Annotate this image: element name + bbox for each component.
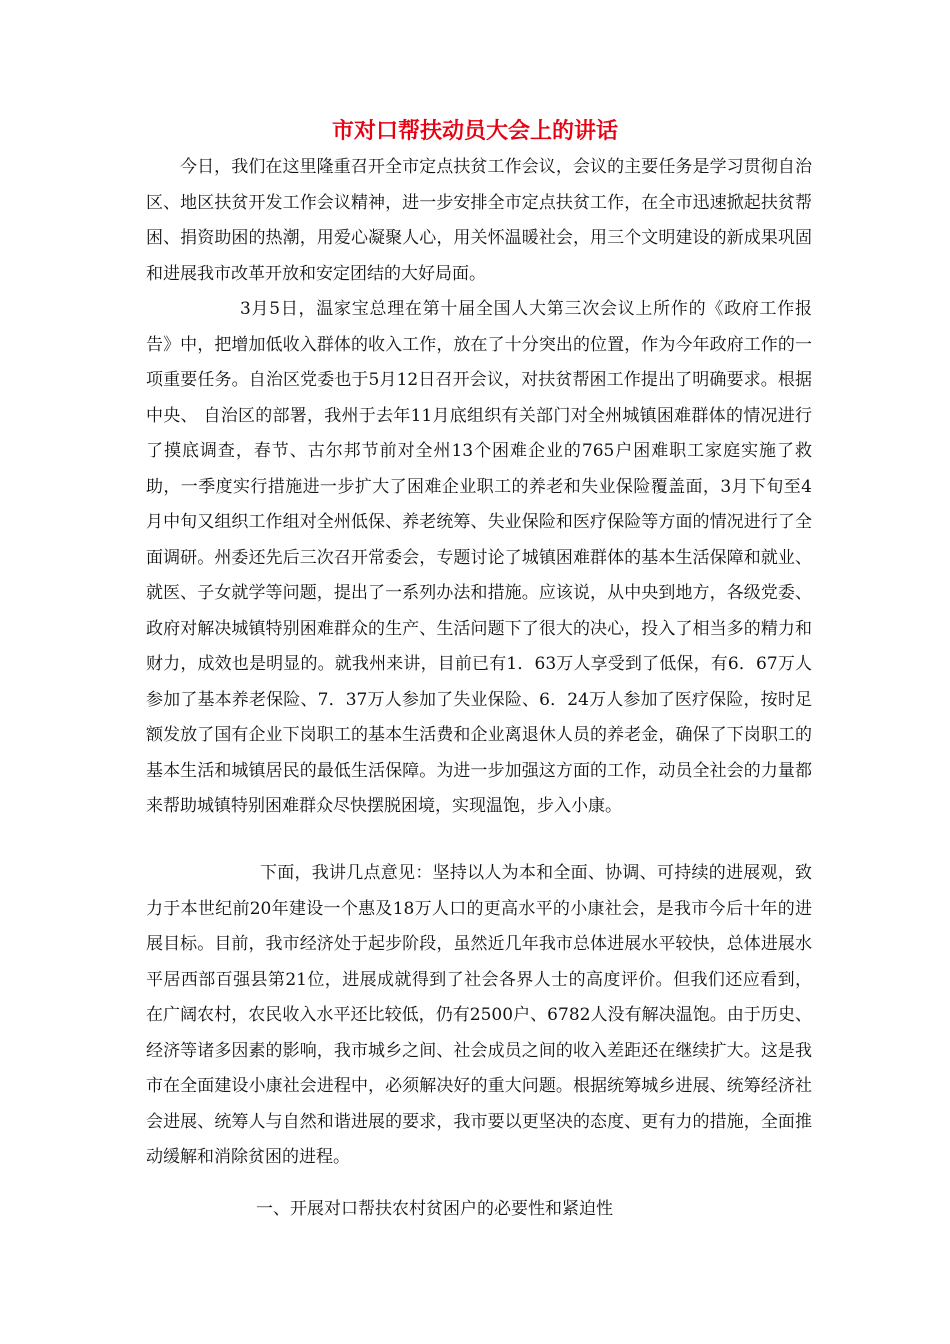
paragraph-2: 3月5日，温家宝总理在第十届全国人大第三次会议上所作的《政府工作报告》中，把增加低收入群体的收入工作，放在了十分突出的位置，作为今年政府工作的一项重要任务。自治区党委也于5月12日召开会议，对扶贫帮困工作提出了明确要求。根据中央、 自治区的部署，我州于去年11月底组织有关部门对全州城镇困难群体的情况进行了摸底调查，春节、古尔邦节前对全州13个困难企业的765户困难职工家庭实施了救助，一季度实行措施进一步扩大了困难企业职工的养老和失业保险覆盖面，3月下旬至4月中旬又组织工作组对全州低保、养老统筹、失业保险和医疗保险等方面的情况进行了全面调研。州委还先后三次召开常委会，专题讨论了城镇困难群体的基本生活保障和就业、就医、子女就学等问题，提出了一系列办法和措施。应该说，从中央到地方，各级党委、政府对解决城镇特别困难群众的生产、生活问题下了很大的决心，投入了相当多的精力和财力，成效也是明显的。就我州来讲，目前已有1．63万人享受到了低保，有6．67万人参加了基本养老保险、7．37万人参加了失业保险、6．24万人参加了医疗保险，按时足额发放了国有企业下岗职工的基本生活费和企业离退休人员的养老金，确保了下岗职工的基本生活和城镇居民的最低生活保障。为进一步加强这方面的工作，动员全社会的力量都来帮助城镇特别困难群众尽快摆脱困境，实现温饱，步入小康。 (146, 299, 812, 816)
document-title: 市对口帮扶动员大会上的讲话 (331, 119, 618, 144)
paragraph-1: 今日，我们在这里隆重召开全市定点扶贫工作会议，会议的主要任务是学习贯彻自治区、地区扶贫开发工作会议精神，进一步安排全市定点扶贫工作，在全市迅速掀起扶贫帮困、捐资助困的热潮，用爱心凝聚人心，用关怀温暖社会，用三个文明建设的新成果巩固和进展我市改革开放和安定团结的大好局面。 (146, 157, 812, 284)
paragraph-3: 下面，我讲几点意见：坚持以人为本和全面、协调、可持续的进展观，致力于本世纪前20年建设一个惠及18万人口的更高水平的小康社会，是我市今后十年的进展目标。目前，我市经济处于起步阶段，虽然近几年我市总体进展水平较快，总体进展水平居西部百强县第21位，进展成就得到了社会各界人士的高度评价。但我们还应看到，在广阔农村，农民收入水平还比较低，仍有2500户、6782人没有解决温饱。由于历史、经济等诸多因素的影响，我市城乡之间、社会成员之间的收入差距还在继续扩大。这是我市在全面建设小康社会进程中，必须解决好的重大问题。根据统筹城乡进展、统筹经济社会进展、统筹人与自然和谐进展的要求，我市要以更坚决的态度、更有力的措施，全面推动缓解和消除贫困的进程。 (146, 863, 812, 1167)
section-heading: 一、开展对口帮扶农村贫困户的必要性和紧迫性 (256, 1199, 613, 1219)
